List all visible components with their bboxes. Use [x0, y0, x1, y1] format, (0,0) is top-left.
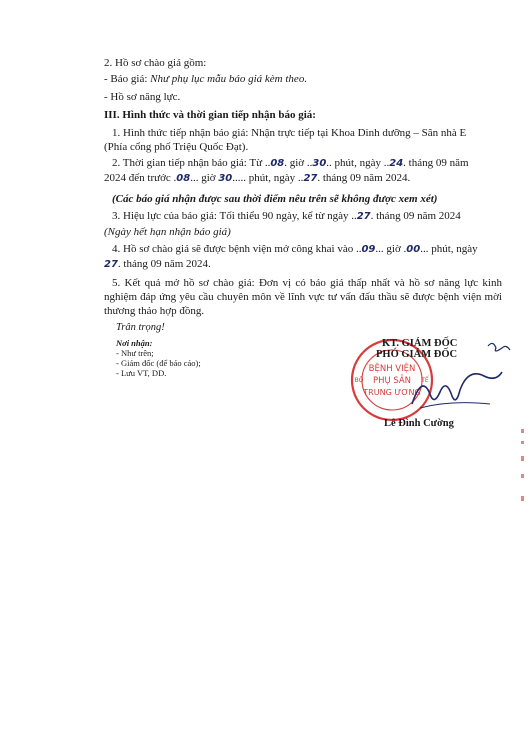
item3-line — [104, 210, 512, 223]
item2-end-day: 27 — [303, 173, 318, 184]
item4-text-e: . tháng 09 năm 2024. — [117, 258, 211, 270]
closing-text: Trân trọng! — [116, 322, 165, 333]
item2-end-hour: 08 — [176, 173, 191, 184]
item5-paragraph: 5. Kết quả mở hồ sơ chào giá: Đơn vị có báo giá thấp nhất và hồ sơ năng lực kinh nghiệm đáp ứng yêu cầu chuyên môn về lĩnh vực tư vấn đấu thầu sẽ được bệnh viện mời thương thảo hợp đồng. — [104, 277, 502, 317]
item2-text-e: 2024 đến trước . — [104, 172, 177, 184]
item4-text-c: ... phút, ngày — [420, 243, 478, 255]
edge-mark — [521, 441, 524, 444]
item2-line1 — [104, 157, 512, 170]
late-note: (Các báo giá nhận được sau thời điểm nêu trên sẽ không được xem xét) — [112, 193, 438, 205]
item1-line2: (Phía cổng phố Triệu Quốc Đạt). — [104, 141, 249, 153]
item4-text-a: 4. Hồ sơ chào giá sẽ được bệnh viện mở công khai vào .. — [112, 243, 362, 255]
quote-note: Như phụ lục mẫu báo giá kèm theo. — [150, 73, 308, 85]
item4-day: 27 — [104, 259, 118, 270]
stamp-side-left: BỘ — [354, 377, 364, 384]
edge-mark — [521, 496, 524, 501]
item4-minute: 00 — [406, 244, 421, 255]
item2-text-h: . tháng 09 năm 2024. — [317, 172, 411, 184]
stamp-side-right: TẾ — [421, 377, 429, 384]
stamp-line-3: TRUNG ƯƠNG — [363, 388, 421, 397]
edge-mark — [521, 474, 524, 478]
recipient-item: - Giám đốc (để báo cáo); — [116, 358, 201, 368]
signature-block — [354, 336, 510, 436]
item2-text-b: . giờ .. — [284, 157, 313, 169]
stamp-line-2: PHỤ SẢN — [372, 376, 412, 386]
quote-prefix: - Báo giá: — [104, 73, 151, 85]
capacity-line: - Hồ sơ năng lực. — [104, 91, 181, 103]
signer-title-2: PHÓ GIÁM ĐỐC — [376, 349, 458, 360]
item2-start-hour: 08 — [270, 158, 285, 169]
recipient-item: - Lưu VT, DD. — [116, 368, 167, 378]
item2-text-d: . tháng 09 năm — [403, 157, 469, 169]
item4-line1 — [104, 243, 512, 256]
item3-text-a: 3. Hiệu lực của báo giá: Tối thiểu 90 ngày, kể từ ngày .. — [112, 210, 357, 222]
signer-title-1: KT. GIÁM ĐỐC — [382, 338, 458, 349]
item3-text-b: . tháng 09 năm 2024 — [370, 210, 461, 222]
item1-line1: 1. Hình thức tiếp nhận báo giá: Nhận trực tiếp tại Khoa Dinh dưỡng – Sân nhà E — [112, 127, 467, 139]
item2-end-minute: 30 — [218, 173, 233, 184]
item2-text-c: .. phút, ngày .. — [326, 157, 390, 169]
deadline-note: (Ngày hết hạn nhận báo giá) — [104, 226, 231, 238]
stamp-line-1: BỆNH VIỆN — [368, 364, 416, 374]
quote-line — [104, 73, 504, 86]
item3-day: 27 — [356, 211, 371, 222]
item2-text-g: ..... phút, ngày .. — [232, 172, 304, 184]
edge-mark — [521, 429, 524, 433]
item2-text-f: ... giờ — [190, 172, 219, 184]
item4-text-b: ... giờ . — [375, 243, 407, 255]
recipient-item: - Như trên; — [116, 348, 154, 358]
recipients-heading: Nơi nhận: — [116, 338, 153, 348]
edge-mark — [521, 456, 524, 461]
item2-text-a: 2. Thời gian tiếp nhận báo giá: Từ .. — [112, 157, 271, 169]
signer-name: Lê Đình Cường — [384, 418, 454, 429]
handwritten-signature — [400, 336, 532, 416]
item4-line2 — [104, 258, 504, 271]
item2-line2 — [104, 172, 504, 185]
section3-heading: III. Hình thức và thời gian tiếp nhận báo giá: — [104, 109, 316, 121]
item2-start-day: 24 — [389, 158, 404, 169]
item4-hour: 09 — [361, 244, 376, 255]
item2-start-minute: 30 — [312, 158, 327, 169]
section2-heading: 2. Hồ sơ chào giá gồm: — [104, 57, 207, 69]
